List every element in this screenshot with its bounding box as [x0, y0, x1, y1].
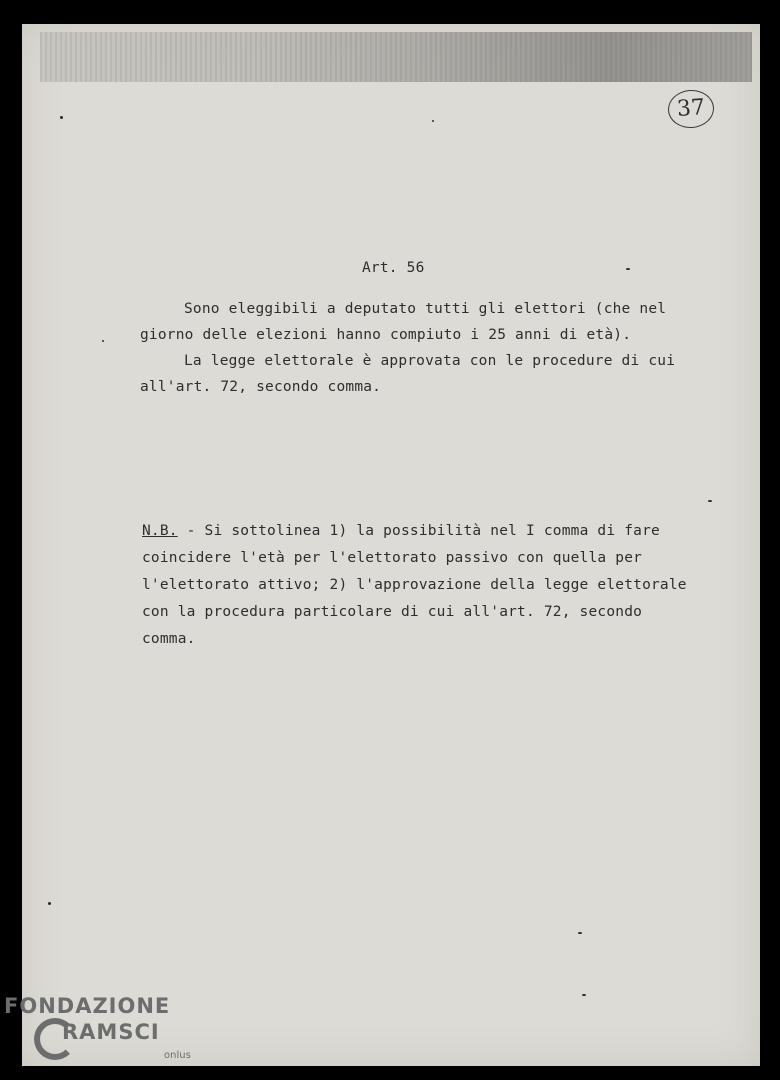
paper-sheet — [22, 24, 760, 1066]
article-paragraph-1: Sono eleggibili a deputato tutti gli elettori (che nel giorno delle elezioni hanno compiuto i 25 anni di età). — [140, 301, 667, 343]
watermark-line-2: RAMSCI — [62, 1020, 160, 1044]
ink-speck — [60, 116, 63, 119]
article-title: Art. 56 — [362, 260, 425, 276]
note-label: N.B. — [142, 523, 178, 539]
note-block — [142, 518, 702, 653]
ink-speck — [48, 902, 51, 905]
watermark-line-3: onlus — [164, 1050, 191, 1061]
ink-speck — [708, 500, 712, 502]
article-body — [140, 296, 700, 400]
ink-speck — [102, 340, 104, 342]
note-paragraph — [142, 518, 702, 653]
note-text: - Si sottolinea 1) la possibilità nel I comma di fare coincidere l'età per l'elettorato passivo con quella per l'elettorato attivo; 2) l'approvazione della legge elettorale con la procedura particolare di cui all'art. 72, secondo comma. — [142, 523, 687, 647]
watermark-line-1: FONDAZIONE — [4, 994, 171, 1018]
ink-speck — [578, 932, 582, 934]
fondazione-gramsci-watermark — [4, 994, 204, 1074]
page-number-circled: 37 — [667, 88, 716, 129]
article-paragraph-2: La legge elettorale è approvata con le procedure di cui all'art. 72, secondo comma. — [140, 353, 676, 395]
scan-shadow-band — [40, 32, 752, 82]
ink-speck — [432, 120, 434, 122]
ink-speck — [582, 994, 586, 996]
ink-speck — [626, 268, 630, 270]
